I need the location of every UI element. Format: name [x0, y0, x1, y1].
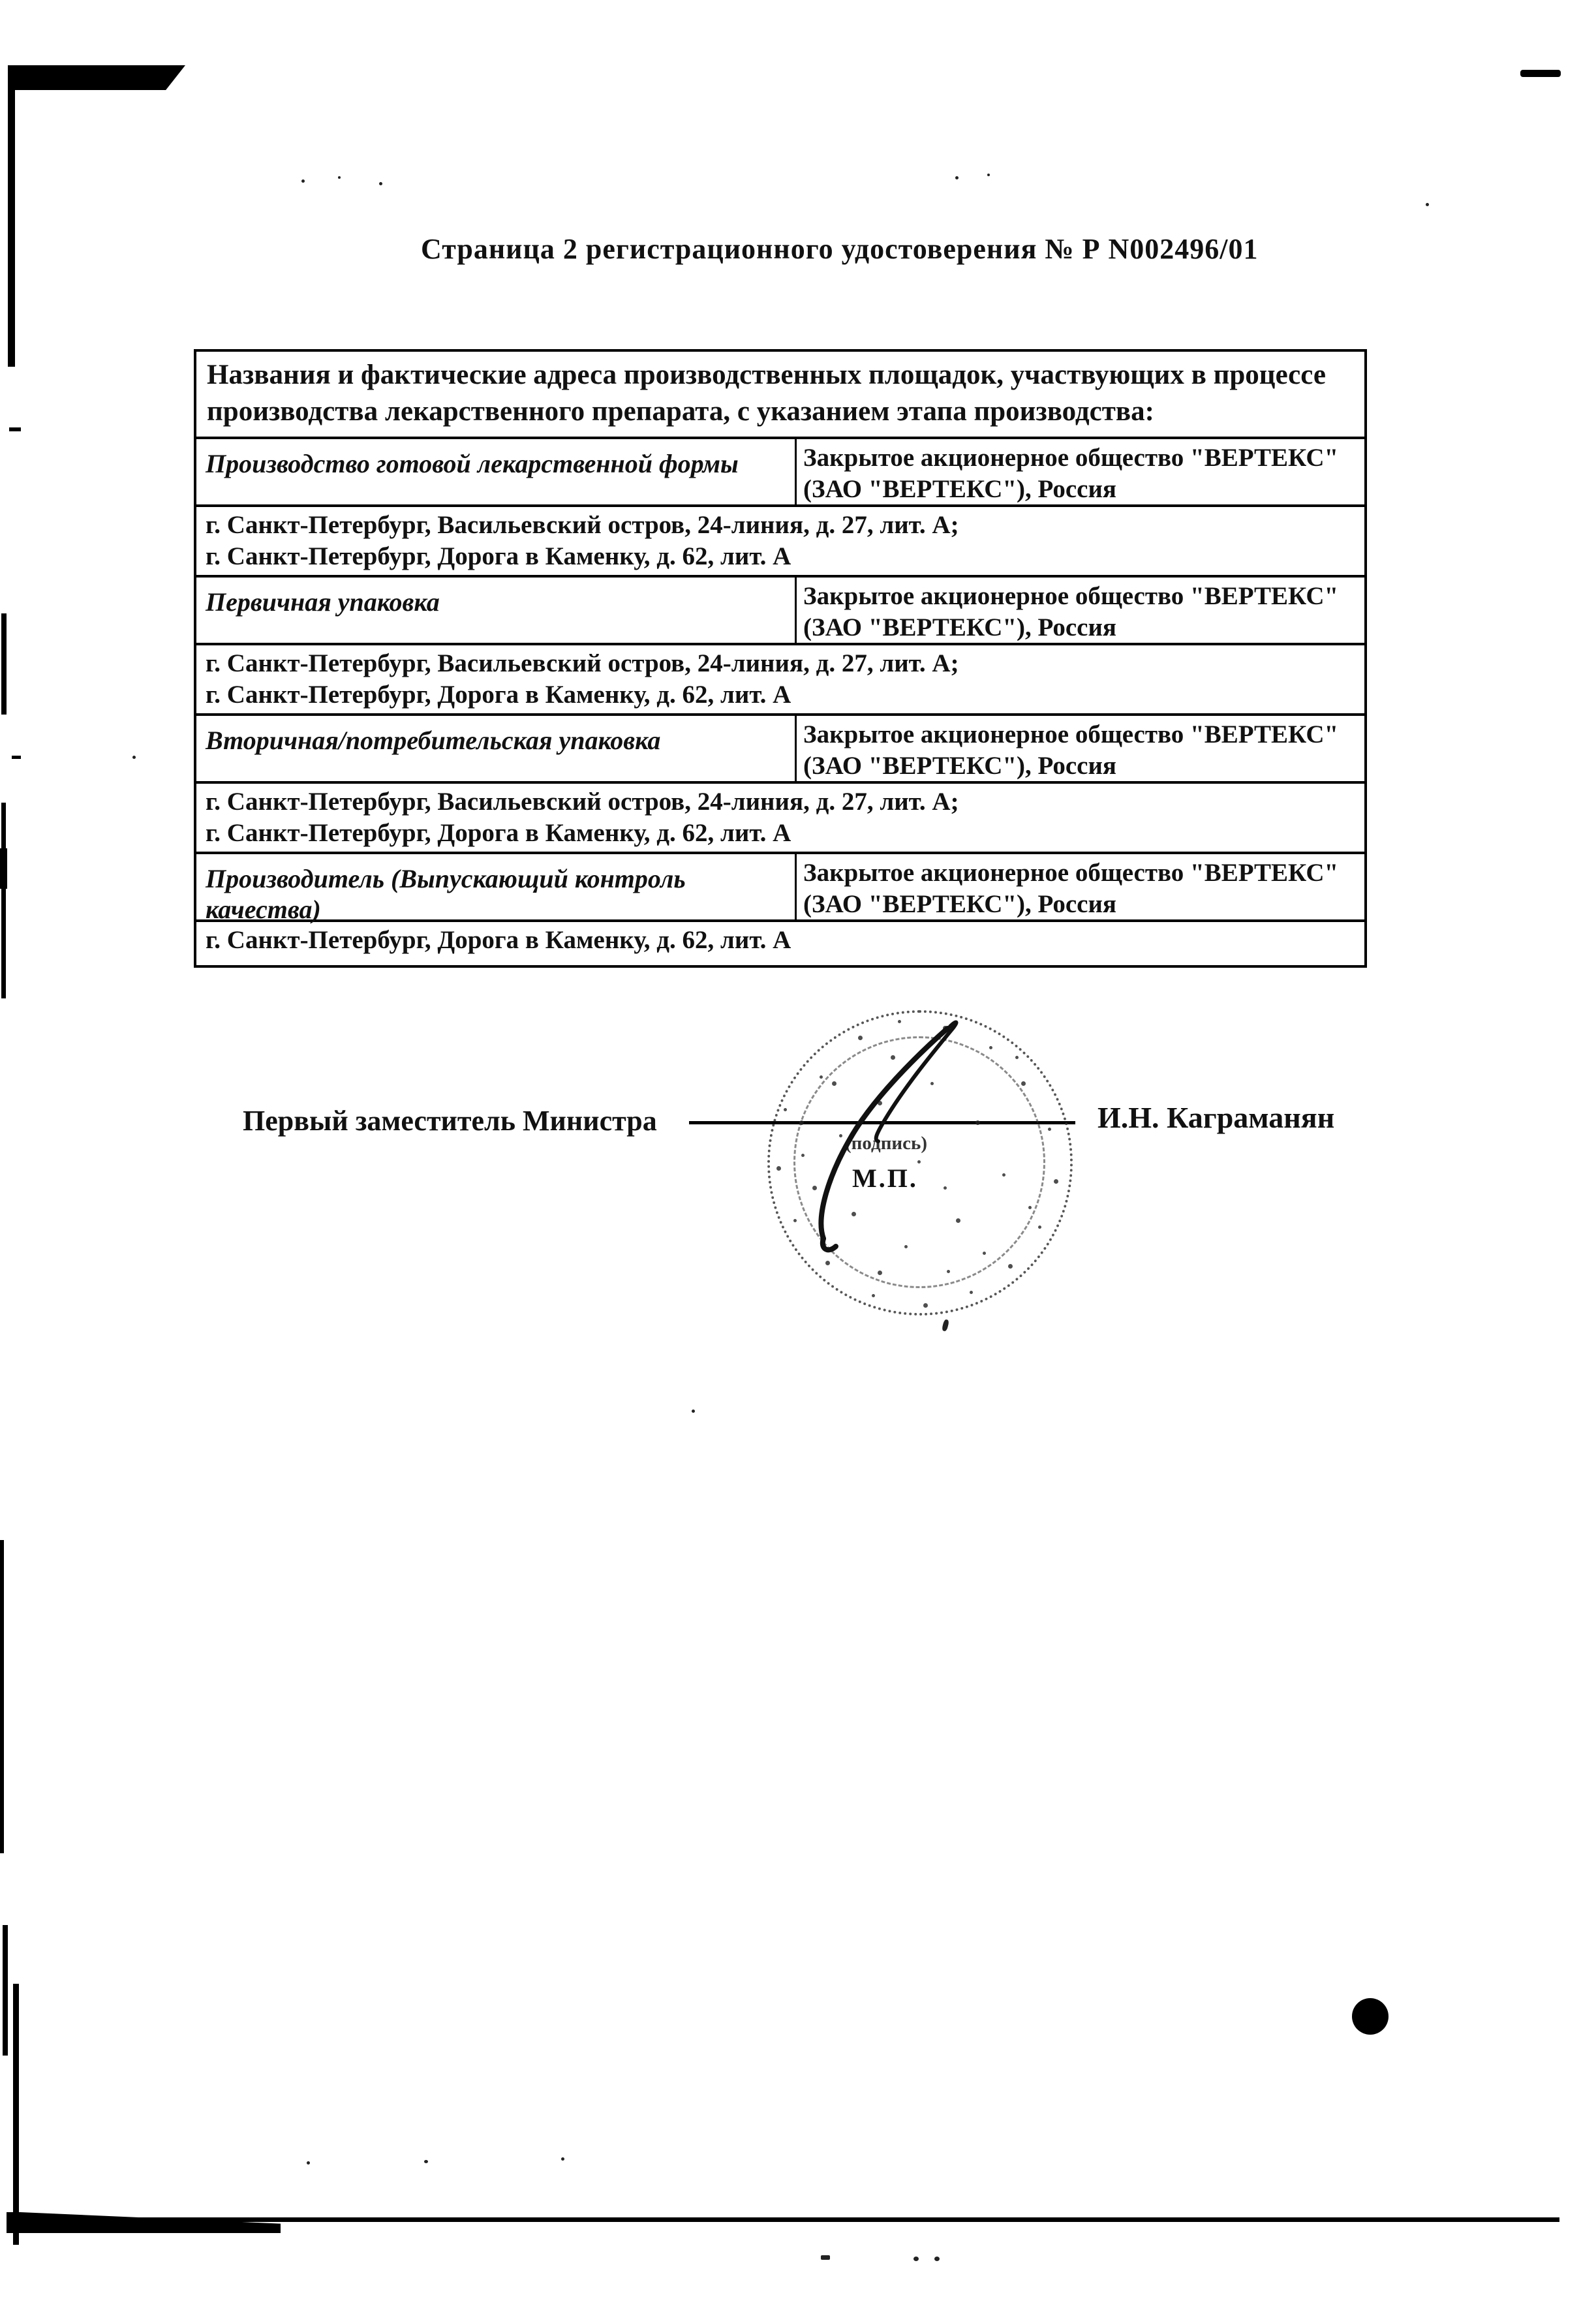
company-line: (ЗАО "ВЕРТЕКС"), Россия	[803, 475, 1117, 503]
company-line: Закрытое акционерное общество "ВЕРТЕКС"	[803, 720, 1339, 748]
scan-artifact-bottom-line	[7, 2217, 1559, 2222]
signatory-name: И.Н. Каграманян	[1097, 1101, 1335, 1134]
company-line: (ЗАО "ВЕРТЕКС"), Россия	[803, 613, 1117, 641]
table-row-stage	[196, 575, 1364, 643]
scan-speck	[934, 2257, 940, 2261]
scan-speck	[561, 2157, 564, 2161]
table-row-address	[196, 643, 1364, 713]
company-line: (ЗАО "ВЕРТЕКС"), Россия	[803, 752, 1117, 780]
table-row-address	[196, 919, 1364, 965]
scan-speck	[955, 176, 959, 179]
company-line: Закрытое акционерное общество "ВЕРТЕКС"	[803, 444, 1339, 472]
scan-speck	[987, 174, 990, 176]
company-line: (ЗАО "ВЕРТЕКС"), Россия	[803, 890, 1117, 918]
production-sites-table	[194, 349, 1367, 968]
company-cell	[797, 716, 1364, 781]
company-line: Закрытое акционерное общество "ВЕРТЕКС"	[803, 582, 1339, 610]
scan-artifact-bottom-wedge	[7, 2212, 281, 2233]
company-cell	[797, 439, 1364, 504]
stage-label: Производитель (Выпускающий контроль качества)	[196, 854, 797, 919]
table-row-stage	[196, 852, 1364, 924]
table-row-address	[196, 504, 1364, 575]
scan-artifact-left-line	[8, 65, 15, 367]
stage-label: Первичная упаковка	[196, 578, 797, 643]
scan-speck	[301, 179, 305, 183]
address-line: г. Санкт-Петербург, Дорога в Каменку, д. 62, лит. А	[206, 926, 791, 954]
scan-speck	[692, 1410, 695, 1413]
address-line: г. Санкт-Петербург, Дорога в Каменку, д. 62, лит. А	[206, 542, 791, 570]
scan-artifact-dash	[12, 756, 21, 759]
scan-artifact-left-line	[13, 1984, 19, 2245]
scan-artifact-left-line	[0, 1540, 4, 1853]
address-line: г. Санкт-Петербург, Дорога в Каменку, д. 62, лит. А	[206, 819, 791, 847]
stage-label: Вторичная/потребительская упаковка	[196, 716, 797, 781]
page-title: Страница 2 регистрационного удостоверения № Р N002496/01	[421, 233, 1259, 265]
company-line: Закрытое акционерное общество "ВЕРТЕКС"	[803, 859, 1339, 887]
stage-label: Производство готовой лекарственной формы	[196, 439, 797, 504]
company-cell	[797, 854, 1364, 919]
signer-position-label: Первый заместитель Министра	[243, 1105, 657, 1137]
address-line: г. Санкт-Петербург, Васильевский остров, 24-линия, д. 27, лит. А;	[206, 788, 959, 816]
table-title: Названия и фактические адреса производственных площадок, участвующих в процессе производства лекарственного препарата, с указанием этапа производства:	[207, 360, 1326, 427]
scan-speck	[942, 1319, 949, 1331]
signature-caption: (подпись)	[845, 1133, 927, 1154]
table-row-stage	[196, 437, 1364, 504]
table-row-address	[196, 781, 1364, 852]
scan-artifact-topleft-bar	[8, 65, 185, 90]
scan-artifact-left-line	[0, 848, 7, 889]
scan-artifact-left-line	[3, 1925, 8, 2056]
table-row-stage	[196, 713, 1364, 781]
scan-artifact-left-line	[1, 613, 7, 715]
scan-artifact-black-dot	[1352, 1998, 1389, 2035]
seal-place-label: М.П.	[852, 1164, 918, 1193]
scan-speck	[379, 182, 382, 185]
scan-speck	[132, 756, 136, 759]
scan-artifact-dash	[1520, 70, 1561, 77]
address-line: г. Санкт-Петербург, Дорога в Каменку, д. 62, лит. А	[206, 681, 791, 709]
scan-speck	[821, 2255, 830, 2260]
scan-artifact-left-line	[1, 803, 6, 998]
scan-artifact-dash	[9, 427, 21, 431]
address-line: г. Санкт-Петербург, Васильевский остров, 24-линия, д. 27, лит. А;	[206, 511, 959, 539]
company-cell	[797, 578, 1364, 643]
scan-speck	[1426, 203, 1429, 206]
address-line: г. Санкт-Петербург, Васильевский остров, 24-линия, д. 27, лит. А;	[206, 649, 959, 677]
scan-speck	[338, 176, 341, 179]
scan-speck	[424, 2160, 428, 2163]
signature-stroke	[737, 1002, 998, 1276]
scan-speck	[913, 2257, 919, 2261]
scan-speck	[307, 2161, 310, 2165]
